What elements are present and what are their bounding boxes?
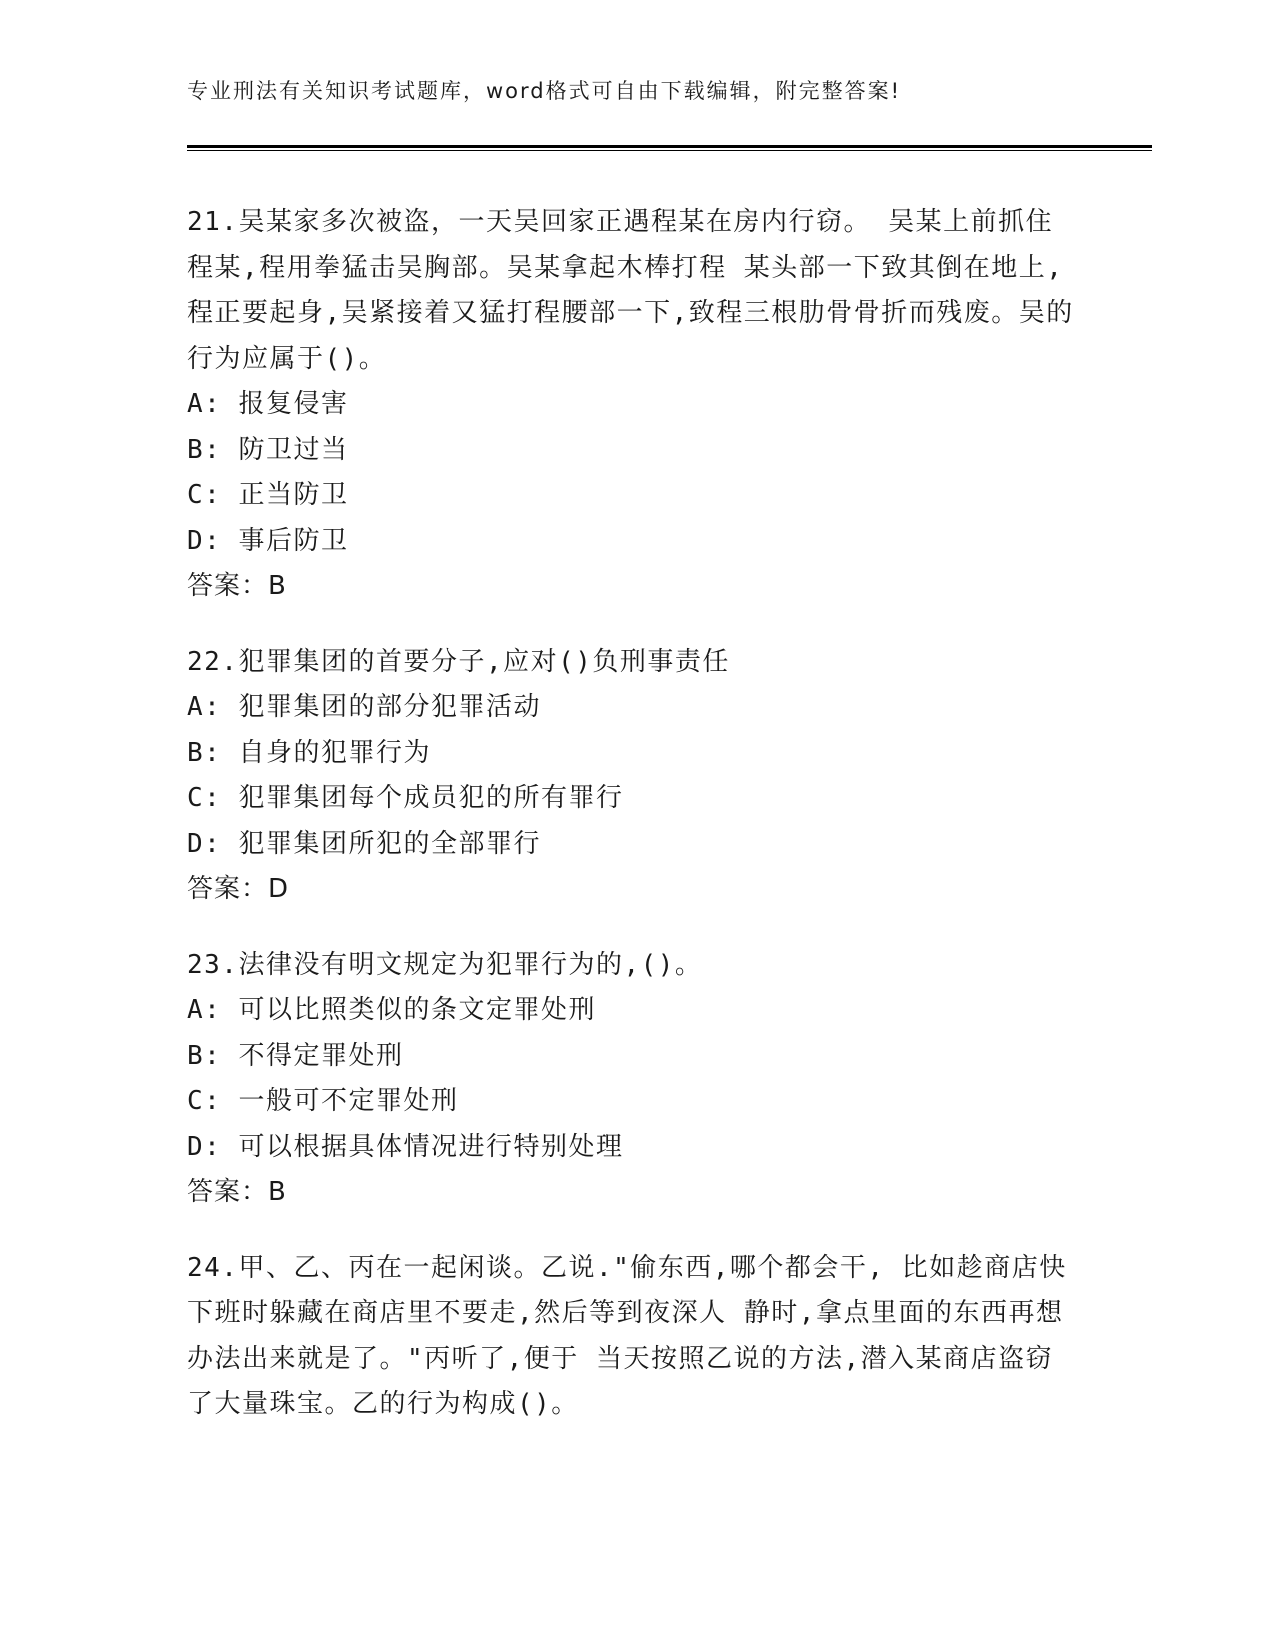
option-d: D: 事后防卫 xyxy=(187,525,349,556)
question-23 xyxy=(187,943,1077,1216)
answer-line: 答案：D xyxy=(187,874,290,904)
header-divider-thick xyxy=(187,145,1152,148)
question-text: 23.法律没有明文规定为犯罪行为的,()。 xyxy=(187,949,703,980)
option-c: C: 犯罪集团每个成员犯的所有罪行 xyxy=(187,783,624,813)
option-b: B: 不得定罪处刑 xyxy=(187,1040,404,1071)
option-c: C: 一般可不定罪处刑 xyxy=(187,1086,459,1116)
option-a: A: 犯罪集团的部分犯罪活动 xyxy=(187,692,541,722)
option-b: B: 自身的犯罪行为 xyxy=(187,737,431,768)
option-a: A: 可以比照类似的条文定罪处刑 xyxy=(187,995,596,1025)
question-24 xyxy=(187,1246,1077,1428)
question-list xyxy=(187,200,1077,1458)
option-b: B: 防卫过当 xyxy=(187,434,349,465)
question-22 xyxy=(187,640,1077,913)
answer-line: 答案：B xyxy=(187,571,287,601)
question-text: 22.犯罪集团的首要分子,应对()负刑事责任 xyxy=(187,646,730,677)
option-a: A: 报复侵害 xyxy=(187,389,349,419)
question-text: 21.吴某家多次被盗，一天吴回家正遇程某在房内行窃。 吴某上前抓住程某,程用拳猛击吴胸部。吴某拿起木棒打程 某头部一下致其倒在地上,程正要起身,吴紧接着又猛打程腰部一下,致程三根肋骨骨折而残废。吴的行为应属于()。 xyxy=(187,207,1074,374)
question-text: 24.甲、乙、丙在一起闲谈。乙说."偷东西,哪个都会干, 比如趁商店快下班时躲藏在商店里不要走,然后等到夜深人 静时,拿点里面的东西再想办法出来就是了。"丙听了,便于 当天按照乙说的方法,潜入某商店盗窃了大量珠宝。乙的行为构成()。 xyxy=(187,1252,1067,1419)
header-divider-thin xyxy=(187,150,1152,151)
page-header: 专业刑法有关知识考试题库，word格式可自由下载编辑，附完整答案! xyxy=(187,79,902,103)
option-d: D: 可以根据具体情况进行特别处理 xyxy=(187,1131,624,1162)
question-21 xyxy=(187,200,1077,610)
answer-line: 答案：B xyxy=(187,1177,287,1207)
option-c: C: 正当防卫 xyxy=(187,480,349,510)
option-d: D: 犯罪集团所犯的全部罪行 xyxy=(187,828,541,859)
